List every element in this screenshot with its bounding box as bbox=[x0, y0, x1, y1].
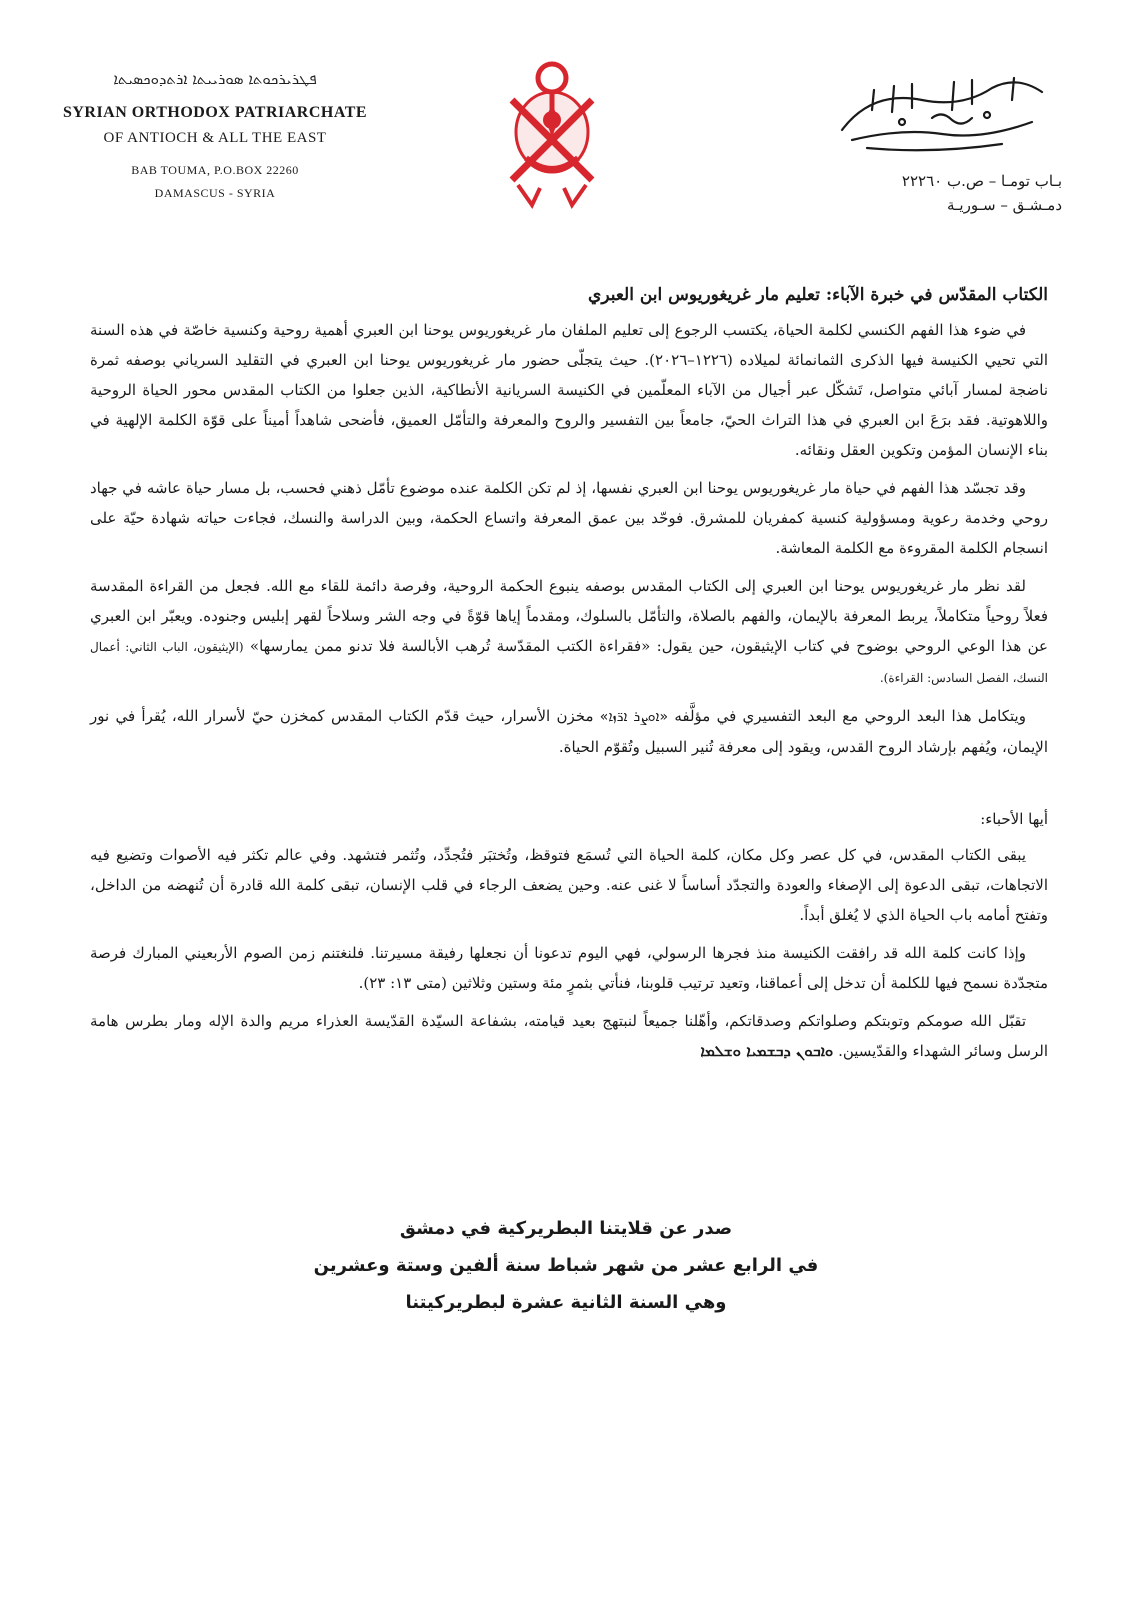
syriac-heading: ܦܛܪܝܪܟܘܬܐ ܣܘܪܝܝܬܐ ܐܪܬܕܘܟܣܝܬܐ bbox=[113, 70, 317, 88]
paragraph-2: وقد تجسّد هذا الفهم في حياة مار غريغوريوس يوحنا ابن العبري نفسها، إذ لم تكن الكلمة عنده موضوع تأمّل ذهني فحسب، بل مسار حياة عاشه في جهاد روحي وخدمة رعوية ومسؤولية كنسية كمفريان للمشرق. فوحّد بين عمق المعرفة واتساع الحكمة، وبين الدراسة والنسك، فجاءت حياته شهادة حيّة على انسجام الكلمة المقروءة مع الكلمة المعاشة. bbox=[90, 479, 1049, 557]
address-line: BAB TOUMA, P.O.BOX 22260 bbox=[131, 163, 299, 177]
issuance-line-3: وهي السنة الثانية عشرة لبطريركيتنا bbox=[405, 1292, 727, 1313]
arabic-address: بـاب تومـا – ص.ب ٢٢٢٦٠ bbox=[901, 172, 1062, 190]
paragraph-4 bbox=[90, 701, 1048, 762]
arabic-calligraphy-logo bbox=[812, 70, 1062, 156]
letter-title: الكتاب المقدّس في خبرة الآباء: تعليم مار غريغوريوس ابن العبري bbox=[588, 285, 1048, 305]
syriac-closing: ܘܐܒܘܢ ܕܒܫܡܝܐ ܘܫܠܡܐ bbox=[700, 1042, 834, 1060]
paragraph-3 bbox=[90, 571, 1048, 693]
paragraph-5: يبقى الكتاب المقدس، في كل عصر وكل مكان، كلمة الحياة التي تُسمَع فتوقظ، وتُختبَر فتُجدِّد، وتُثمر فتشهد. وفي عالم تكثر فيه الأصوات وتضيع فيه الاتجاهات، تبقى الدعوة إلى الإصغاء والعودة والتجدّد أساساً لا غنى عنه. وحين يضعف الرجاء في قلب الإنسان، تبقى كلمة الله قادرة أن تُنهضه من الداخل، وتفتح أمامه باب الحياة الذي لا يُغلق أبداً. bbox=[90, 846, 1048, 924]
issuance-line-2: في الرابع عشر من شهر شباط سنة ألفين وستة وعشرين bbox=[313, 1255, 819, 1276]
paragraph-6: وإذا كانت كلمة الله قد رافقت الكنيسة منذ فجرها الرسولي، فهي اليوم تدعونا أن نجعلها رفيقة مسيرتنا. فلنغتنم زمن الصوم الأربعيني المبارك فرصة متجدّدة نسمح فيها للكلمة أن تدخل إلى أعماقنا، وتعيد ترتيب قلوبنا، فنأتي بثمرٍ مئة وستين وثلاثين (متى ١٣: ٢٣). bbox=[90, 944, 1048, 992]
city-line: DAMASCUS - SYRIA bbox=[154, 186, 276, 200]
issuance-block bbox=[0, 1218, 1132, 1329]
issuance-line-1: صدر عن قلايتنا البطريركية في دمشق bbox=[399, 1218, 733, 1239]
patriarchate-subtitle: OF ANTIOCH & ALL THE EAST bbox=[103, 130, 327, 146]
patriarchate-name: SYRIAN ORTHODOX PATRIARCHATE bbox=[62, 104, 368, 121]
letterhead-left bbox=[60, 70, 370, 201]
paragraph-7 bbox=[90, 1006, 1048, 1066]
paragraph-7-text: تقبّل الله صومكم وتوبتكم وصلواتكم وصدقاتكم، وأهّلنا جميعاً لنبتهج بعيد قيامته، بشفاعة السيّدة القدّيسة العذراء مريم والدة الإله ومار بطرس هامة الرسل وسائر الشهداء والقدّيسين. bbox=[90, 1012, 1048, 1060]
letter-body bbox=[90, 285, 1048, 1074]
syriac-book-title: «ܐܘܨܪ ܐܪ̈ܙܐ» bbox=[599, 709, 669, 725]
paragraph-4-start: ويتكامل هذا البعد الروحي مع البعد التفسيري في مؤلَّفه bbox=[674, 707, 1026, 725]
greeting: أيها الأحباء: bbox=[980, 810, 1048, 828]
paragraph-3-text: لقد نظر مار غريغوريوس يوحنا ابن العبري إلى الكتاب المقدس بوصفه ينبوع الحكمة الروحية، وفرصة دائمة للقاء مع الله. فجعل من القراءة المقدسة فعلاً روحياً متكاملاً، يربط المعرفة بالإيمان، والفهم بالصلاة، والتأمّل بالسلوك، ومقدماً إياها قوّةً في وجه الشر وسلاحاً لقهر إبليس وجنوده. ويعبّر ابن العبري عن هذا الوعي الروحي بوضوح في كتاب الإيثيقون، حين يقول: «فقراءة الكتب المقدّسة تُرهب الأبالسة فلا تدنو ممن يمارسها» bbox=[90, 577, 1048, 655]
patriarchal-emblem-icon bbox=[492, 50, 612, 210]
citation: (الإيثيقون، الباب الثاني: أعمال النسك، الفصل السادس: القراءة). bbox=[90, 640, 1048, 685]
letterhead-right bbox=[812, 70, 1062, 214]
paragraph-4-end: مخزن الأسرار، حيث قدّم الكتاب المقدس كمخزن حيّ لأسرار الله، يُقرأ في نور الإيمان، ويُفهم بإرشاد الروح القدس، ويقود إلى معرفة تُنير السبيل وتُقوّم الحياة. bbox=[90, 707, 1048, 756]
arabic-city: دمـشـق – سـوريـة bbox=[947, 196, 1062, 214]
paragraph-1: في ضوء هذا الفهم الكنسي لكلمة الحياة، يكتسب الرجوع إلى تعليم الملفان مار غريغوريوس يوحنا ابن العبري أهمية روحية وكنسية خاصّة في هذه السنة التي تحيي الكنيسة فيها الذكرى الثمانمائة لميلاده (١٢٢٦–٢٠٢٦). حيث يتجلّى حضور مار غريغوريوس يوحنا ابن العبري في التقليد السرياني بوصفه ثمرة ناضجة لمسار آبائي متواصل، تَشكّل عبر أجيال من الآباء المعلّمين في الكنيسة السريانية الأنطاكية، الذين جعلوا من الكتاب المقدس محور الحياة الروحية واللاهوتية. فقد برَعَ ابن العبري في هذا التراث الحيّ، جامعاً بين التفسير والروح والمعرفة والتأمّل العميق، فأضحى شاهداً أميناً على قوّة الكلمة الإلهية في بناء الإنسان المؤمن وتكوين العقل ونقائه. bbox=[90, 321, 1048, 459]
